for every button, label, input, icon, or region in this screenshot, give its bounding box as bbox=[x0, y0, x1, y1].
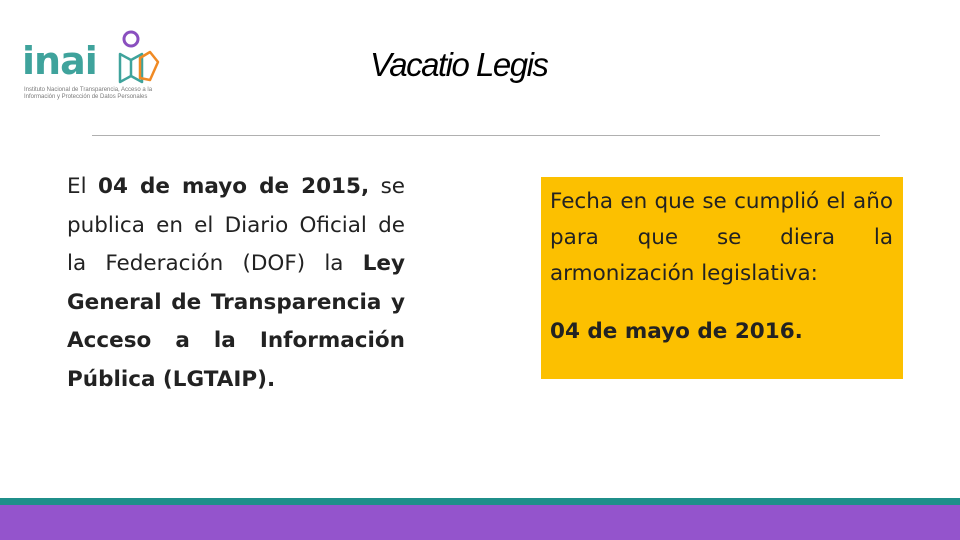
intro-text: El bbox=[67, 174, 87, 199]
left-paragraph bbox=[67, 168, 405, 399]
footer-purple-band bbox=[0, 505, 960, 540]
highlight-description: Fecha en que se cumplió el año para que se diera la armonización legislativa: bbox=[550, 189, 893, 286]
highlight-date: 04 de mayo de 2016. bbox=[550, 319, 803, 344]
title-divider bbox=[92, 135, 880, 136]
inai-logo bbox=[22, 30, 182, 110]
logo-wordmark: inai bbox=[22, 39, 97, 83]
highlight-box bbox=[541, 177, 903, 379]
law-name: Ley General de Transparencia y Acceso a la Información Pública (LGTAIP). bbox=[67, 251, 405, 392]
person-book-icon bbox=[116, 30, 162, 86]
slide-title: Vacatio Legis bbox=[370, 46, 548, 83]
logo-caption: Instituto Nacional de Transparencia, Acceso a la Información y Protección de Datos Personales bbox=[24, 87, 153, 100]
publication-date: 04 de mayo de 2015, bbox=[97, 174, 370, 199]
middle-text: se publica en el Diario Oficial de la Federación (DOF) la bbox=[67, 174, 405, 276]
footer-teal-stripe bbox=[0, 498, 960, 505]
